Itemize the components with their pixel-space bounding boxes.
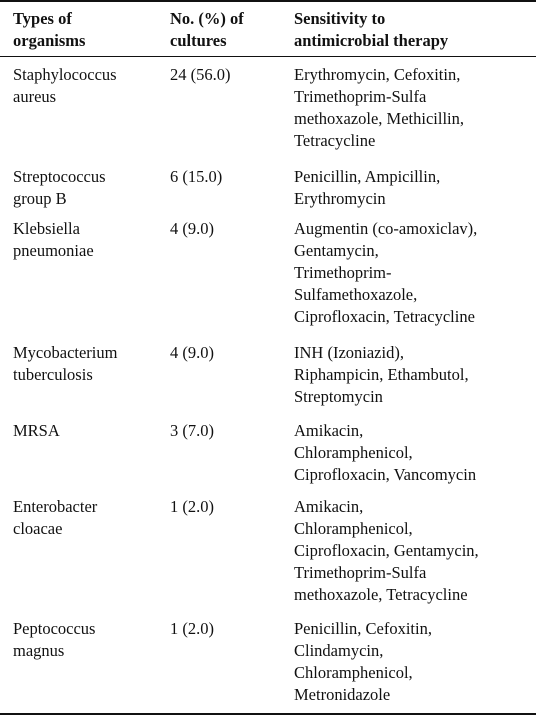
- header-sensitivity: Sensitivity to antimicrobial therapy: [294, 9, 449, 50]
- sensitivity-list: Amikacin, Chloramphenicol, Ciprofloxacin, Gentamycin, Trimethoprim-Sulfa methoxazole, Tetracycline: [294, 497, 479, 604]
- culture-count: 4 (9.0): [170, 343, 214, 362]
- header-organism-types: Types of organisms: [13, 9, 86, 50]
- organism-name: Enterobacter cloacae: [13, 497, 98, 538]
- culture-count: 1 (2.0): [170, 619, 214, 638]
- organism-name: Streptococcus group B: [13, 167, 106, 208]
- header-culture-count: No. (%) of cultures: [170, 9, 244, 50]
- culture-count: 3 (7.0): [170, 421, 214, 440]
- sensitivity-list: Penicillin, Ampicillin, Erythromycin: [294, 167, 441, 208]
- organism-name: MRSA: [13, 421, 60, 440]
- sensitivity-list: INH (Izoniazid), Riphampicin, Ethambutol, Streptomycin: [294, 343, 469, 406]
- sensitivity-list: Penicillin, Cefoxitin, Clindamycin, Chloramphenicol, Metronidazole: [294, 619, 432, 704]
- culture-count: 24 (56.0): [170, 65, 231, 84]
- organism-name: Klebsiella pneumoniae: [13, 219, 94, 260]
- organism-name: Staphylococcus aureus: [13, 65, 117, 106]
- sensitivity-list: Amikacin, Chloramphenicol, Ciprofloxacin, Vancomycin: [294, 421, 477, 484]
- organism-name: Peptococcus magnus: [13, 619, 96, 660]
- table-header-row: [0, 6, 536, 57]
- culture-count: 4 (9.0): [170, 219, 214, 238]
- culture-count: 1 (2.0): [170, 497, 214, 516]
- organism-name: Mycobacterium tuberculosis: [13, 343, 118, 384]
- culture-count: 6 (15.0): [170, 167, 223, 186]
- sensitivity-list: Erythromycin, Cefoxitin, Trimethoprim-Sulfa methoxazole, Methicillin, Tetracycline: [294, 65, 464, 150]
- sensitivity-list: Augmentin (co-amoxiclav), Gentamycin, Trimethoprim- Sulfamethoxazole, Ciprofloxacin, Tetracycline: [294, 219, 478, 326]
